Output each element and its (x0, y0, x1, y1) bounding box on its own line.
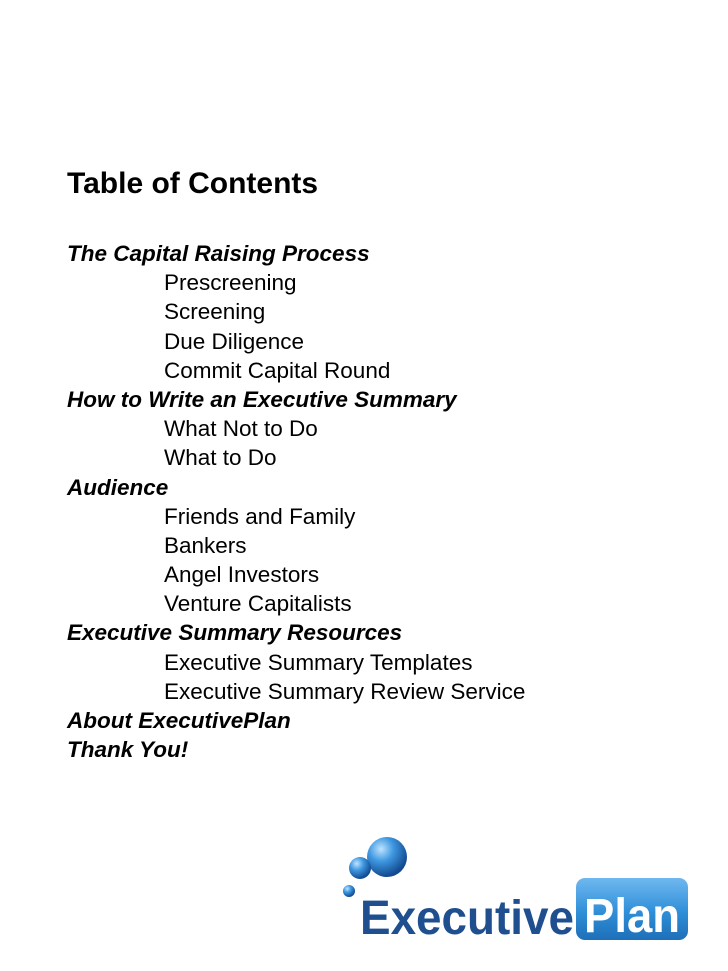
toc-subitem: Executive Summary Review Service (164, 678, 526, 704)
toc-subitem: What to Do (164, 445, 277, 471)
toc-section-heading: About ExecutivePlan (67, 708, 291, 733)
toc-subitem: Venture Capitalists (164, 591, 352, 617)
table-of-contents (67, 239, 525, 764)
toc-subitem: Bankers (164, 532, 247, 558)
logo-word-plan: Plan (584, 890, 680, 943)
toc-section-heading: Audience (67, 474, 169, 500)
toc-subitem: Angel Investors (164, 562, 320, 588)
toc-section-heading: Executive Summary Resources (67, 620, 403, 646)
toc-subitem: Commit Capital Round (164, 357, 391, 383)
toc-subitem: Executive Summary Templates (164, 649, 473, 675)
toc-subitem: Screening (164, 299, 266, 325)
bubbles-logo-icon (343, 837, 407, 897)
toc-subitem: Due Diligence (164, 328, 305, 354)
toc-subitem: Prescreening (164, 270, 297, 296)
toc-section-heading: The Capital Raising Process (67, 241, 370, 266)
toc-section-heading: How to Write an Executive Summary (67, 386, 457, 412)
executiveplan-logo (336, 834, 696, 944)
logo-word-executive: Executive (360, 892, 574, 944)
toc-subitem: Friends and Family (164, 503, 356, 529)
page-title: Table of Contents (67, 167, 319, 200)
toc-subitem: What Not to Do (164, 416, 318, 442)
toc-section-heading: Thank You! (67, 737, 189, 763)
